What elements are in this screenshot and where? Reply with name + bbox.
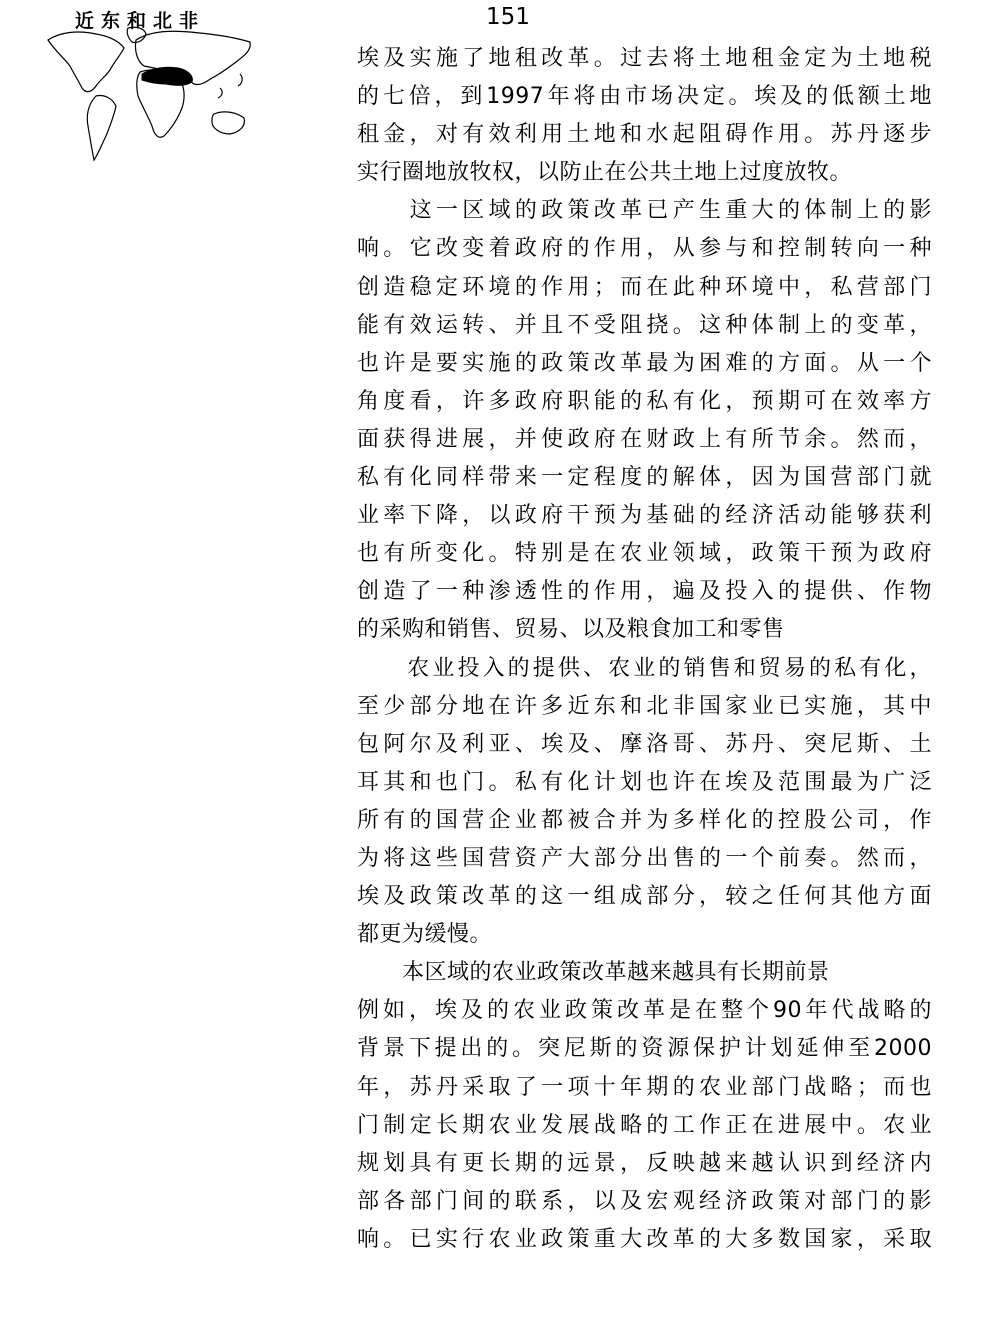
- region-title: 近东和北非: [75, 10, 206, 32]
- text-line: 角度看，许多政府职能的私有化，预期可在效率方: [357, 388, 932, 414]
- page-number: 151: [486, 4, 530, 30]
- text-line: 能有效运转、并且不受阻挠。这种体制上的变革，: [357, 312, 932, 338]
- text-line: 业率下降，以政府干预为基础的经济活动能够获利: [357, 503, 932, 529]
- text-line: 至少部分地在许多近东和北非国家业已实施，其中: [357, 693, 932, 719]
- australia-outline: [212, 112, 244, 134]
- text-line: 耳其和也门。私有化计划也许在埃及范围最为广泛: [357, 769, 932, 795]
- text-line: 部各部门间的联系，以及宏观经济政策对部门的影: [357, 1188, 932, 1214]
- text-line: 租金，对有效利用土地和水起阻碍作用。苏丹逐步: [357, 122, 932, 148]
- text-line: 面获得进展，并使政府在财政上有所节余。然而，: [357, 426, 932, 452]
- text-line: 的七倍，到1997年将由市场决定。埃及的低额土地: [357, 84, 932, 110]
- near-east-north-africa-region: [142, 67, 192, 85]
- text-line: 也许是要实施的政策改革最为困难的方面。从一个: [357, 350, 932, 376]
- text-line: 埃及实施了地租改革。过去将土地租金定为土地税: [357, 46, 932, 71]
- text-line: 实行圈地放牧权，以防止在公共土地上过度放牧。: [357, 160, 853, 186]
- body-text: [357, 40, 932, 1259]
- text-line: 本区域的农业政策改革越来越具有长期前景: [357, 960, 830, 986]
- text-line: 包阿尔及利亚、埃及、摩洛哥、苏丹、突尼斯、土: [357, 731, 932, 757]
- text-line: 创造稳定环境的作用；而在此种环境中，私营部门: [357, 274, 932, 300]
- text-line: 为将这些国营资产大部分出售的一个前奏。然而，: [357, 845, 932, 871]
- text-line: 门制定长期农业发展战略的工作正在进展中。农业: [357, 1112, 932, 1138]
- text-line: 响。它改变着政府的作用，从参与和控制转向一种: [357, 236, 932, 262]
- world-map-icon: [44, 22, 260, 168]
- text-line: 埃及政策改革的这一组成部分，较之任何其他方面: [357, 884, 932, 910]
- text-line: 规划具有更长期的远景，反映越来越认识到经济内: [357, 1150, 932, 1176]
- text-line: 也有所变化。特别是在农业领域，政策干预为政府: [357, 541, 932, 567]
- text-line: 创造了一种渗透性的作用，遍及投入的提供、作物: [357, 579, 932, 605]
- text-line: 所有的国营企业都被合并为多样化的控股公司，作: [357, 807, 932, 833]
- text-line: 私有化同样带来一定程度的解体，因为国营部门就: [357, 465, 932, 491]
- text-line: 例如，埃及的农业政策改革是在整个90年代战略的: [357, 998, 932, 1024]
- text-line: 背景下提出的。突尼斯的资源保护计划延伸至2000: [357, 1036, 932, 1062]
- text-line: 的采购和销售、贸易、以及粮食加工和零售: [357, 617, 785, 643]
- south-america-outline: [87, 95, 116, 160]
- text-line: 年，苏丹采取了一项十年期的农业部门战略；而也: [357, 1074, 932, 1100]
- text-line: 农业投入的提供、农业的销售和贸易的私有化，: [357, 655, 932, 681]
- text-line: 响。已实行农业政策重大改革的大多数国家，采取: [357, 1226, 932, 1252]
- north-america-outline: [48, 32, 124, 92]
- text-line: 都更为缓慢。: [357, 922, 493, 948]
- text-line: 这一区域的政策改革已产生重大的体制上的影: [357, 198, 932, 224]
